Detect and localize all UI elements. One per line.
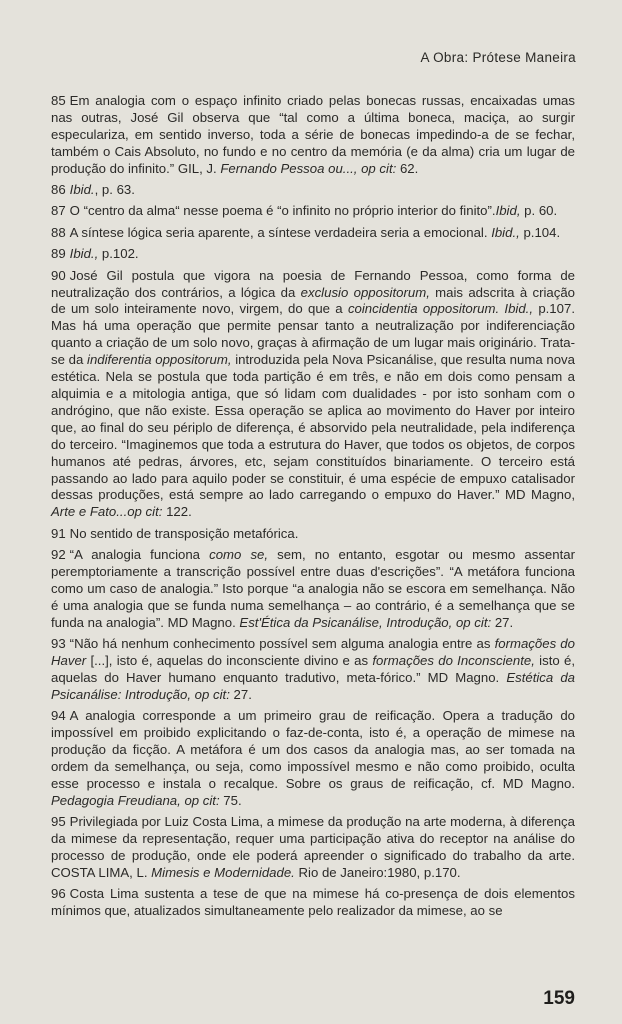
footnote-text: , p. 63. — [94, 182, 135, 198]
footnote-text: [...], isto é, aquelas do inconsciente divino e as — [86, 653, 373, 669]
footnote-96 — [51, 886, 575, 920]
footnote-text: Rio de Janeiro:1980, p.170. — [294, 864, 461, 880]
page-number: 159 — [543, 988, 575, 1009]
footnote-number: 85 — [51, 93, 66, 108]
footnote-text: p. 60. — [520, 203, 558, 219]
footnote-italic-text: Estética da Psicanálise: Introdução, op cit: — [51, 670, 575, 702]
footnote-italic-text: Ibid., — [69, 246, 99, 262]
footnote-number: 95 — [51, 814, 66, 830]
footnote-number: 91 — [51, 525, 66, 541]
footnote-number: 90 — [51, 267, 66, 283]
footnote-number: 88 — [51, 224, 66, 240]
footnote-text: A síntese lógica seria aparente, a síntese verdadeira seria a emocional. — [69, 224, 492, 240]
footnote-text: p.104. — [519, 224, 561, 240]
footnote-text: isto é, aquelas do Haver humano enquanto tradutivo, meta-fórico.” MD Magno. — [51, 653, 575, 685]
footnote-italic-text: Fernando Pessoa ou..., op cit: — [220, 160, 397, 176]
footnote-text: p.102. — [98, 246, 139, 262]
footnote-italic-text: Ibid. — [69, 182, 95, 198]
footnote-italic-text: Ibid, — [495, 203, 521, 219]
footnote-text: Em analogia com o espaço infinito criado pelas bonecas russas, encaixadas umas nas outras, José Gil observa que “tal como a última boneca, maciça, ao surgir especulariza, em sentido inverso, toda a série de bonecas impedindo-a de se fechar, também o Cais Absoluto, no fundo e no centro da memória (e da alma) cria um lugar de produção do infinito.” GIL, J. — [51, 93, 575, 176]
footnote-text: 27. — [229, 686, 252, 702]
footnote-number: 93 — [51, 636, 66, 652]
footnote-93 — [51, 636, 575, 704]
footnote-text: Privilegiada por Luiz Costa Lima, a mimese da produção na arte moderna, à diferença da mimese da representação, requer uma participação ativa do receptor na análise do processo de produção, onde ele poderá apreender o significado do trabalho da arte. COSTA LIMA, L. — [51, 814, 575, 880]
footnote-text: mais adscrita à criação de um solo inteiramente novo, virgem, do que a — [51, 284, 575, 317]
footnote-italic-text: formações do Haver — [51, 636, 575, 669]
footnote-text: Costa Lima sustenta a tese de que na mimese há co-presença de dois elementos mínimos que, atualizados simultaneamente pelo realizador da mimese, ao se — [51, 886, 575, 919]
footnote-92 — [51, 547, 575, 632]
footnote-88 — [51, 225, 575, 242]
footnote-italic-text: indiferentia oppositorum, — [87, 352, 232, 368]
footnote-94 — [51, 708, 575, 809]
footnote-italic-text: como se, — [209, 547, 269, 563]
footnote-number: 92 — [51, 547, 66, 563]
footnote-text: introduzida pela Nova Psicanálise, que resulta numa nova estética. Nela se postula que toda partição é em três, e não em dois como pensam a alquimia e a mitologia antiga, que só lidam com dualidades - por isto sonham com o andrógino, que não existe. Essa operação se aplica ao movimento do Haver por inteiro que, ao final do seu périplo de diferença, é absorvido pela neutralidade, pela indiferença do terceiro. “Imaginemos que toda a estrutura do Haver, que todos os objetos, de corpos humanos até pedras, árvores, etc, sejam constituídos binariamente. O terceiro está passando ao lado para aquilo poder se constituir, é uma espécie de empuxo catalisador dessas produções, está sempre ao lado carregando o empuxo do Haver.” MD Magno, — [51, 352, 575, 503]
footnote-95 — [51, 814, 575, 882]
footnote-italic-text: exclusio oppositorum, — [300, 284, 430, 300]
footnote-italic-text: formações do Inconsciente, — [372, 653, 535, 669]
footnote-text: “Não há nenhum conhecimento possível sem alguma analogia entre as — [69, 636, 495, 652]
footnote-87 — [51, 203, 575, 220]
footnote-text: “A analogia funciona — [69, 547, 210, 563]
footnote-italic-text: Mimesis e Modernidade. — [151, 864, 295, 880]
footnote-text: No sentido de transposição metafórica. — [69, 525, 299, 541]
footnotes — [51, 93, 575, 925]
footnote-text: 122. — [162, 504, 192, 520]
footnote-text: José Gil postula que vigora na poesia de Fernando Pessoa, como forma de neutralização dos contrários, a lógica da — [51, 267, 575, 300]
footnote-89 — [51, 246, 575, 263]
footnote-number: 89 — [51, 246, 66, 262]
footnote-text: sem, no entanto, esgotar ou mesmo assentar peremptoriamente a transcrição possível entre duas d'escrições”. “A metáfora funciona como um caso de analogia.” Isto porque “a analogia não se escora em semelhança. Não é uma analogia que se funda numa semelhança – ao contrário, é a semelhança que se funda na analogia”. MD Magno. — [51, 547, 575, 630]
footnote-italic-text: Ibid., — [491, 224, 520, 240]
footnote-number: 94 — [51, 708, 66, 724]
footnote-text: 27. — [491, 614, 514, 630]
footnote-text: p.107. Mas há uma operação que permite pensar tanto a neutralização por indiferenciação quanto a criação de um solo novo, graças à afirmação de um lugar mais originário. Trata-se da — [51, 301, 575, 368]
footnote-text: 62. — [396, 160, 419, 176]
footnote-85 — [51, 93, 575, 178]
footnote-86 — [51, 182, 575, 199]
footnote-italic-text: Pedagogia Freudiana, op cit: — [51, 792, 220, 808]
footnote-90 — [51, 268, 575, 522]
footnote-italic-text: coincidentia oppositorum. Ibid., — [347, 301, 534, 317]
footnote-italic-text: Arte e Fato...op cit: — [51, 504, 163, 520]
footnote-text: O “centro da alma“ nesse poema é “o infinito no próprio interior do finito”. — [69, 203, 496, 219]
footnote-number: 96 — [51, 886, 66, 902]
footnote-number: 86 — [51, 182, 66, 198]
footnote-text: 75. — [219, 792, 242, 808]
footnote-italic-text: Est'Ética da Psicanálise, Introdução, op cit: — [239, 614, 492, 630]
running-head: A Obra: Prótese Maneira — [420, 50, 576, 65]
footnote-91 — [51, 526, 575, 543]
footnote-text: A analogia corresponde a um primeiro grau de reificação. Opera a tradução do impossível em proibido explicitando o faz-de-conta, isto é, a operação de mimese na produção da ficção. A metáfora é um dos casos da analogia mas, ao ser tomada na ordem da semelhança, ou seja, como impossível mesmo e não como proibido, oculta esse processo e instala o recalque. Sobre os graus de reificação, cf. MD Magno. — [51, 708, 575, 791]
footnote-number: 87 — [51, 203, 66, 219]
